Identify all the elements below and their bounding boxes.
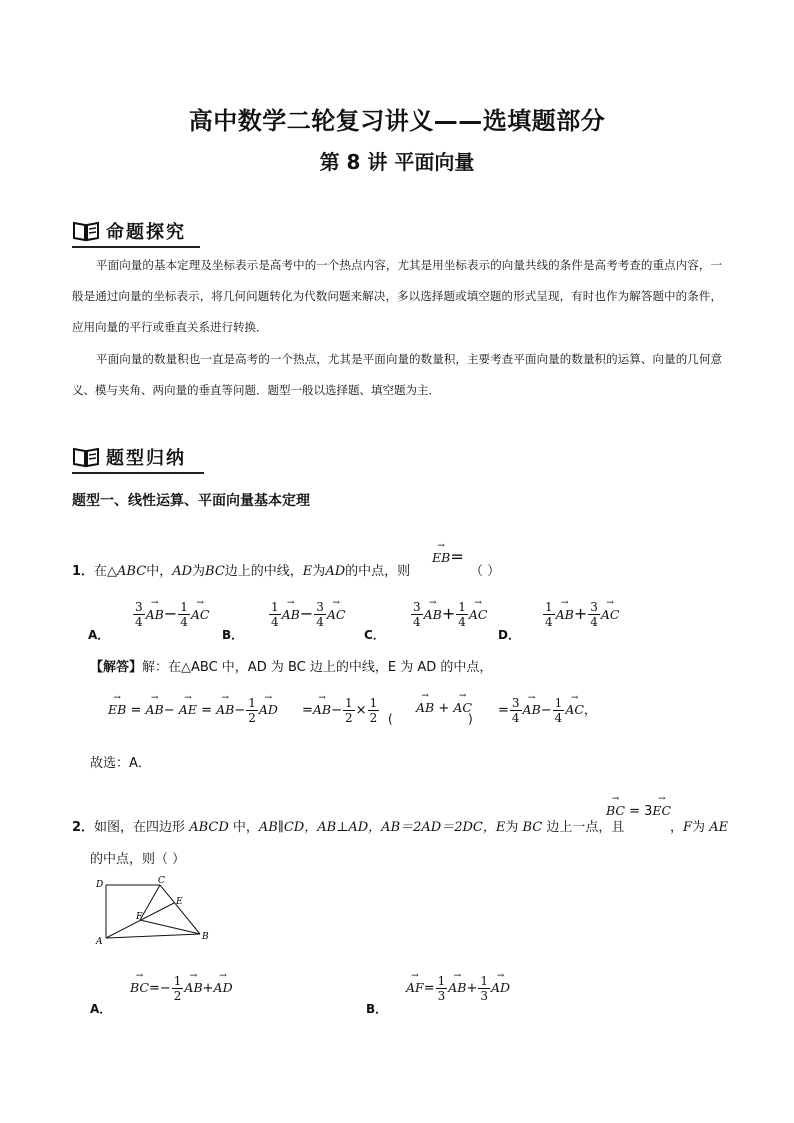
quadrilateral-figure xyxy=(92,874,222,954)
q2-option-b[interactable]: B． → AF= $\frac{1}{3}$ → AB+ $\frac{1}{3}$ → AD xyxy=(366,974,666,1020)
solution-sum: → AB + → AC xyxy=(416,700,472,716)
section-header-1 xyxy=(72,218,202,248)
intro-paragraph-2: 平面向量的数量积也一直是高考的一个热点，尤其是平面向量的数量积，主要考查平面向量的数量积的运算、向量的几何意义、模与夹角、两向量的垂直等问题．题型一般以选择题、填空题为主． xyxy=(72,352,722,397)
label-b: B xyxy=(202,932,209,942)
book-icon xyxy=(72,446,100,472)
segment-ab xyxy=(106,934,200,938)
paren-left: ( xyxy=(388,712,393,726)
section-underline-1 xyxy=(72,246,200,248)
question-number: 2． xyxy=(72,820,95,835)
label-d: D xyxy=(96,880,104,890)
question-number: 1． xyxy=(72,564,95,579)
answer-blank: （ ） xyxy=(470,564,501,579)
label-a: A xyxy=(96,937,103,947)
solution-step-3: = $\frac{3}{4}$ → AB− $\frac{1}{4}$ → AC， xyxy=(498,696,597,725)
answer-intro: 解：在△ABC 中，AD 为 BC 边上的中线，E 为 AD 的中点， xyxy=(142,660,493,675)
segment-fb xyxy=(140,920,200,934)
solution-step-2: =→ AB− $\frac{1}{2}$ × $\frac{1}{2}$ xyxy=(302,696,380,725)
book-icon xyxy=(72,220,100,246)
question-2: 2．如图，在四边形 ABCD 中，AB∥CD，AB⊥AD，AB＝2AD＝2DC，E为 BC 边上一点，且 xyxy=(72,820,625,835)
answer-tag: 【解答】 xyxy=(90,660,143,675)
q2-option-a[interactable]: A． → BC=− $\frac{1}{2}$ → AB+→ AD xyxy=(90,974,390,1020)
section-title-1: 命题探究 xyxy=(106,222,186,243)
solution-step-1: → EB = → AB− → AE = → AB− $\frac{1}{2}$ → AD xyxy=(108,696,278,725)
section-header-2 xyxy=(72,444,206,474)
q2-tail: ，F为 AE xyxy=(670,820,729,835)
section-underline-2 xyxy=(72,472,204,474)
question-2-line2: 的中点，则（ ） xyxy=(90,852,186,867)
answer-line xyxy=(90,656,492,675)
page-title: 高中数学二轮复习讲义——选填题部分 xyxy=(188,107,606,135)
label-e: E xyxy=(176,897,183,907)
section-title-2: 题型归纳 xyxy=(106,448,186,469)
lecture-subtitle: 第 8 讲 平面向量 xyxy=(319,150,475,174)
choose-line: 故选：A． xyxy=(90,756,151,771)
question-1-target: → EB= xyxy=(432,547,464,566)
q1-options: A． $\frac{3}{4}$ → AB− $\frac{1}{4}$ → AC B． $\frac{1}{4}$ → AB− $\frac{3}{4}$ → AC C． $\frac{3}{4}$ → AB+ $\frac{1}{4}$ → AC D． $\frac{1}{4}$ → AB+ $\frac{3}{4}$ → AC xyxy=(88,600,708,640)
intro-paragraph-1: 平面向量的基本定理及坐标表示是高考中的一个热点内容，尤其是用坐标表示的向量共线的条件是高考考查的重点内容，一般是通过向量的坐标表示，将几何问题转化为代数问题来解决，多以选择题或填空题的形式呈现，有时也作为解答题中的条件，应用向量的平行或垂直关系进行转换． xyxy=(72,258,722,334)
question-type-heading: 题型一、线性运算、平面向量基本定理 xyxy=(72,493,310,509)
label-f: F xyxy=(136,912,143,922)
segment-cb xyxy=(160,885,200,934)
question-1: 1．在△ABC中，AD为BC边上的中线，E为AD的中点，则 xyxy=(72,564,411,579)
paren-right: ) xyxy=(468,712,473,726)
label-c: C xyxy=(158,876,165,886)
segment-cf xyxy=(140,885,160,920)
q2-condition-vector: → BC = 3→ EC xyxy=(606,803,671,819)
